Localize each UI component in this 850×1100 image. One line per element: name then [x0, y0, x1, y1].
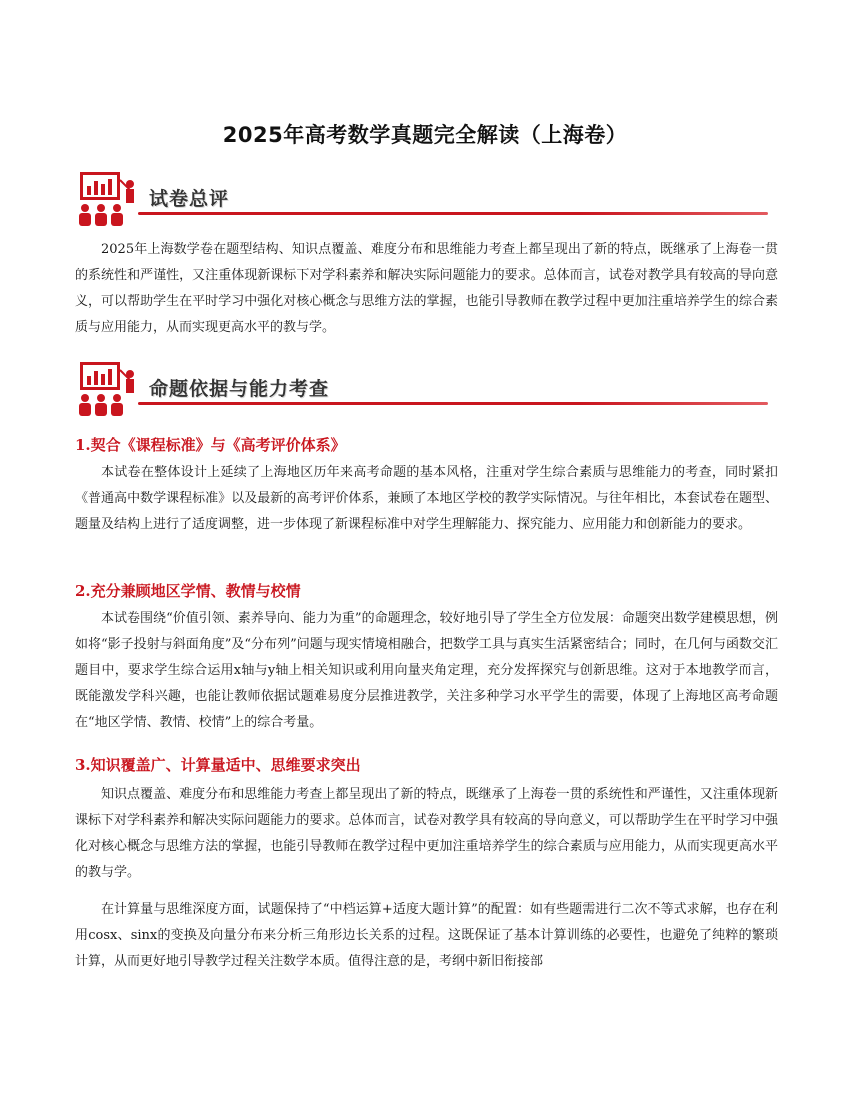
- section-header-overview: [76, 170, 776, 228]
- subsection-title-2: 2.充分兼顾地区学情、教情与校情: [75, 582, 301, 600]
- section-heading: 命题依据与能力考查: [149, 378, 330, 400]
- overview-paragraph: 2025年上海数学卷在题型结构、知识点覆盖、难度分布和思维能力考查上都呈现出了新的特点，既继承了上海卷一贯的系统性和严谨性，又注重体现新课标下对学科素养和解决实际问题能力的要求。总体而言，试卷对教学具有较高的导向意义，可以帮助学生在平时学习中强化对核心概念与思维方法的掌握，也能引导教师在教学过程中更加注重培养学生的综合素质与应用能力，从而实现更高水平的教与学。: [75, 242, 778, 335]
- presentation-icon: [76, 360, 136, 418]
- document-title: 2025年高考数学真题完全解读（上海卷）: [222, 123, 628, 147]
- subsection-2-paragraph: 本试卷围绕“价值引领、素养导向、能力为重”的命题理念，较好地引导了学生全方位发展：命题突出数学建模思想，例如将“影子投射与斜面角度”及“分布列”问题与现实情境相融合，把数学工具与真实生活紧密结合；同时，在几何与函数交汇题目中，要求学生综合运用x轴与y轴上相关知识或利用向量夹角定理，充分发挥探究与创新思维。这对于本地教学而言，既能激发学科兴趣，也能让教师依据试题难易度分层推进教学，关注多种学习水平学生的需要，体现了上海地区高考命题在“地区学情、教情、校情”上的综合考量。: [75, 611, 778, 730]
- subsection-title-1: 1.契合《课程标准》与《高考评价体系》: [75, 436, 346, 454]
- section-header-basis: [76, 360, 776, 418]
- section-divider: [138, 402, 768, 405]
- section-divider: [138, 212, 768, 215]
- section-heading: 试卷总评: [149, 188, 230, 210]
- subsection-1-paragraph: 本试卷在整体设计上延续了上海地区历年来高考命题的基本风格，注重对学生综合素质与思维能力的考查，同时紧扣《普通高中数学课程标准》以及最新的高考评价体系，兼顾了本地区学校的教学实际情况。与往年相比，本套试卷在题型、题量及结构上进行了适度调整，进一步体现了新课程标准中对学生理解能力、探究能力、应用能力和创新能力的要求。: [75, 465, 778, 532]
- presentation-icon: [76, 170, 136, 228]
- subsection-title-3: 3.知识覆盖广、计算量适中、思维要求突出: [75, 756, 361, 774]
- subsection-3-paragraph-2: 在计算量与思维深度方面，试题保持了“中档运算+适度大题计算”的配置：如有些题需进行二次不等式求解，也存在利用cosx、sinx的变换及向量分布来分析三角形边长关系的过程。这既保证了基本计算训练的必要性，也避免了纯粹的繁琐计算，从而更好地引导教学过程关注数学本质。值得注意的是，考纲中新旧衔接部: [75, 902, 778, 969]
- subsection-3-paragraph: 知识点覆盖、难度分布和思维能力考查上都呈现出了新的特点，既继承了上海卷一贯的系统性和严谨性，又注重体现新课标下对学科素养和解决实际问题能力的要求。总体而言，试卷对教学具有较高的导向意义，可以帮助学生在平时学习中强化对核心概念与思维方法的掌握，也能引导教师在教学过程中更加注重培养学生的综合素质与应用能力，从而实现更高水平的教与学。: [75, 787, 778, 880]
